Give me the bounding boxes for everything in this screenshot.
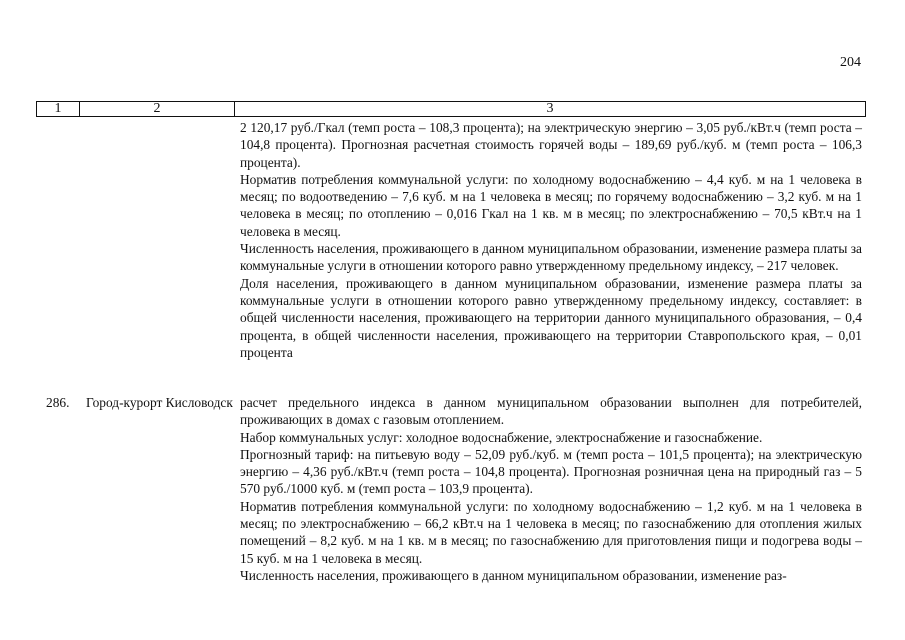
row-number: 286. xyxy=(46,395,70,410)
paragraph-consumption-norms-286: Норматив потребления коммунальной услуги: по холодному водоснабжению – 1,2 куб. м на 1 человека в месяц; по электроснабжению – 66,2 кВт.ч на 1 человека в месяц; по газоснабжению для отопления жилых помещений – 8,2 куб. м на 1 кв. м в месяц; по газоснабжению для приготовления пищи и подогрева воды – 15 куб. м на 1 человека в месяц. xyxy=(240,498,862,566)
header-col-3: 3 xyxy=(546,101,554,116)
paragraph-forecast-tariff: Прогнозный тариф: на питьевую воду – 52,09 руб./куб. м (темп роста – 101,5 процента); на электрическую энергию – 4,36 руб./кВт.ч (темп роста – 104,8 процента). Прогнозная розничная цена на природный газ – 5 570 руб./1000 куб. м (темп роста – 103,9 процента). xyxy=(240,446,862,497)
row-286-content xyxy=(240,394,862,584)
paragraph-population-share: Доля населения, проживающего в данном муниципальном образовании, изменение размера платы за коммунальные услуги в отношении которого равно утвержденному предельному индексу, составляет: в общей численности населения, проживающего на территории данного муниципального образования, – 0,4 процента, в общей численности населения, проживающего на территории Ставропольского края, – 0,01 процента xyxy=(240,275,862,360)
municipality-name: Город-курорт Кисловодск xyxy=(86,395,233,410)
paragraph-population-count-286: Численность населения, проживающего в данном муниципальном образовании, изменение раз- xyxy=(240,567,787,583)
paragraph-service-set: Набор коммунальных услуг: холодное водоснабжение, электроснабжение и газоснабжение. xyxy=(240,429,763,445)
header-col-2: 2 xyxy=(80,102,235,116)
paragraph-calculation-basis: расчет предельного индекса в данном муниципальном образовании выполнен для потребителей, проживающих в домах с газовым отоплением. xyxy=(240,395,862,428)
table-header-row xyxy=(36,101,866,117)
paragraph-tariffs-continued: 2 120,17 руб./Гкал (темп роста – 108,3 процента); на электрическую энергию – 3,05 руб./кВт.ч (темп роста – 104,8 процента). Прогнозная расчетная стоимость горячей воды – 189,69 руб./куб. м (темп роста – 106,3 процента). xyxy=(240,120,862,170)
paragraph-population-count: Численность населения, проживающего в данном муниципальном образовании, изменение размера платы за коммунальные услуги в отношении которого равно утвержденному предельному индексу, – 217 человек. xyxy=(240,241,862,274)
header-col-1: 1 xyxy=(37,102,80,116)
page-number: 204 xyxy=(840,55,861,70)
previous-row-content xyxy=(240,119,862,361)
paragraph-consumption-norms: Норматив потребления коммунальной услуги: по холодному водоснабжению – 4,4 куб. м на 1 человека в месяц; по водоотведению – 7,6 куб. м на 1 человека в месяц; по горячему водоснабжению – 3,2 куб. м на 1 человека в месяц; по отоплению – 0,016 Гкал на 1 кв. м в месяц; по электроснабжению – 70,5 кВт.ч на 1 человека в месяц. xyxy=(240,171,862,239)
